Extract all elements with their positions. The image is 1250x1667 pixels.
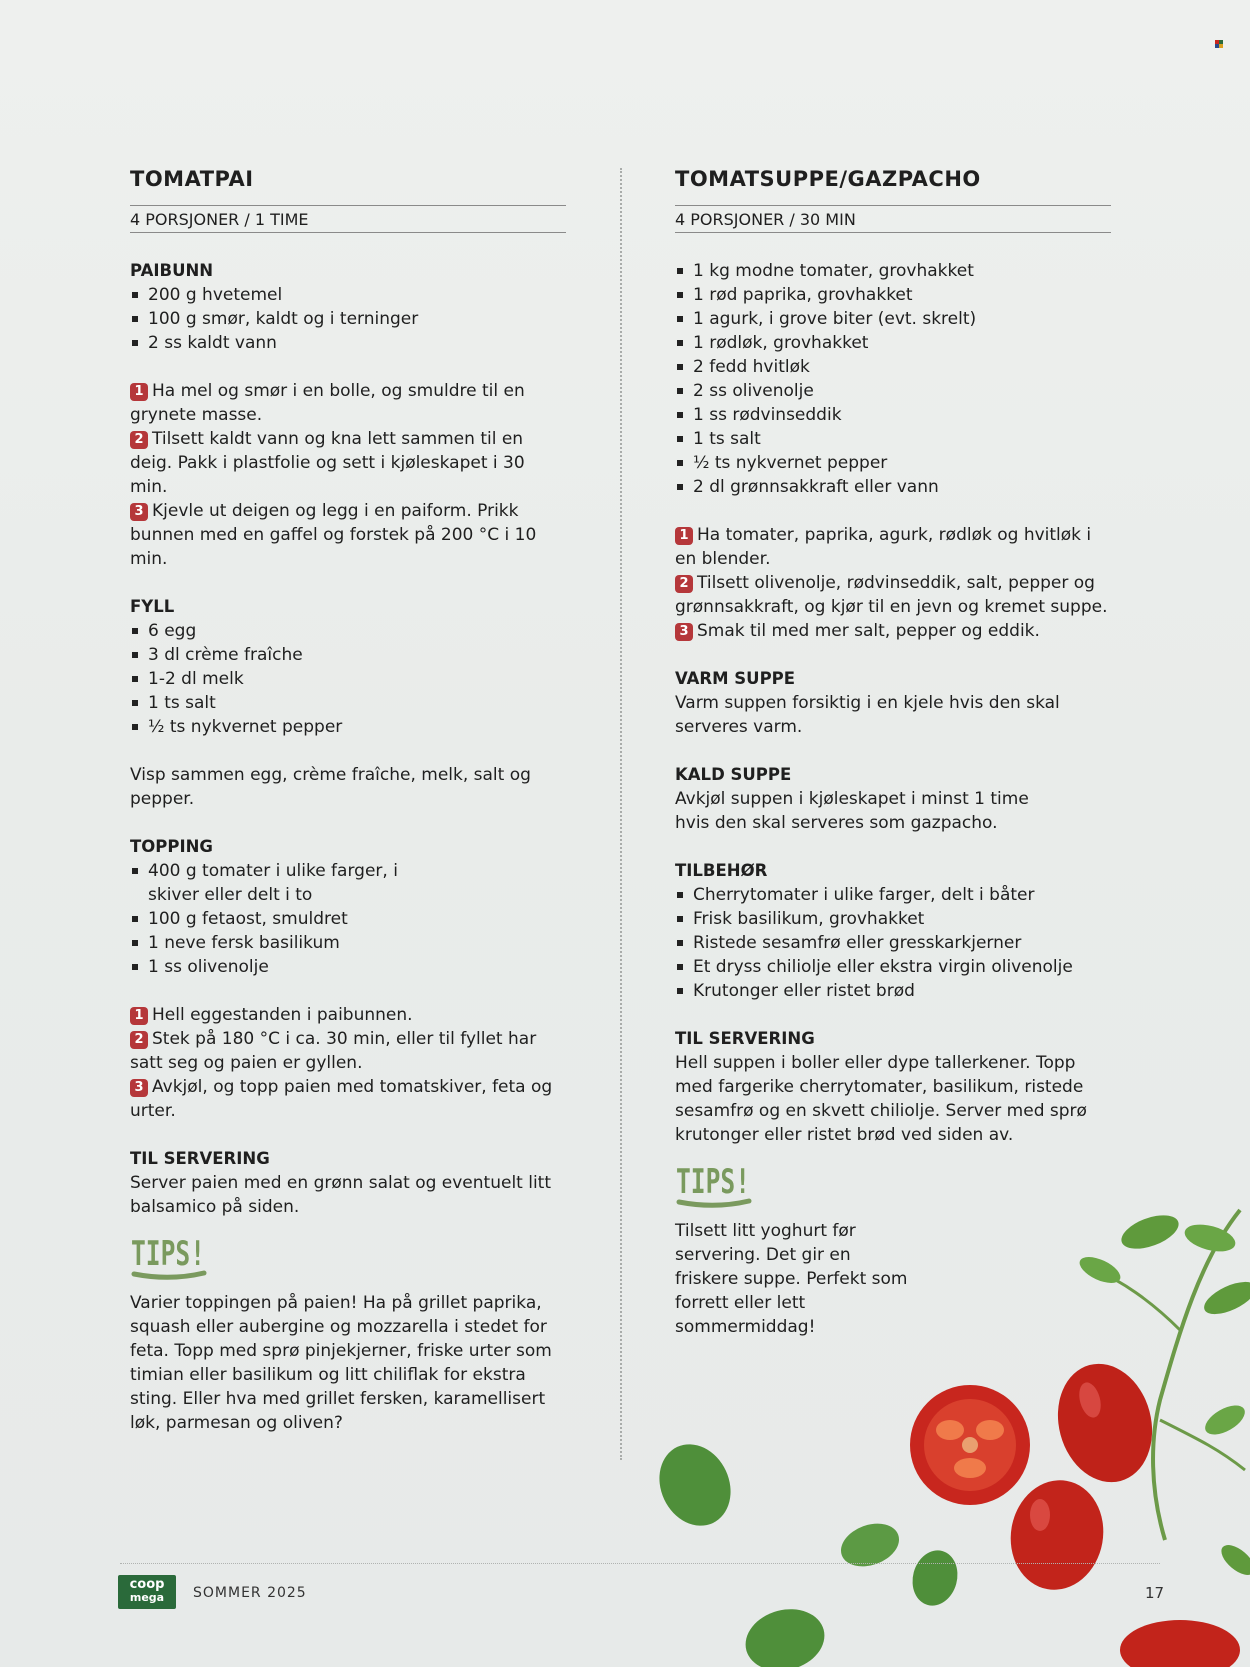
- ingredient-item: 100 g fetaost, smuldret: [130, 907, 566, 931]
- section-heading: VARM SUPPE: [675, 669, 796, 688]
- ingredient-item: 1 ts salt: [130, 691, 566, 715]
- step-number-badge: 2: [130, 1031, 148, 1049]
- ingredient-item: 1 ss rødvinseddik: [675, 403, 1111, 427]
- ingredient-item: 1 rød paprika, grovhakket: [675, 283, 1111, 307]
- step-number-badge: 3: [130, 503, 148, 521]
- ingredient-item: 400 g tomater i ulike farger, i skiver eller delt i to: [130, 859, 566, 907]
- logo-text-coop: coop: [129, 1577, 165, 1592]
- ingredient-item: 2 fedd hvitløk: [675, 355, 1111, 379]
- ingredient-item: 6 egg: [130, 619, 566, 643]
- recipe-title: TOMATPAI: [130, 167, 254, 191]
- ingredient-item: 1-2 dl melk: [130, 667, 566, 691]
- step-number-badge: 2: [675, 575, 693, 593]
- section-heading: TIL SERVERING: [130, 1149, 270, 1168]
- ingredient-item: 2 dl grønnsakkraft eller vann: [675, 475, 1111, 499]
- step-text: Ha tomater, paprika, agurk, rødløk og hvitløk i en blender.: [675, 525, 1092, 569]
- ingredient-item: 1 neve fersk basilikum: [130, 931, 566, 955]
- recipe-title: TOMATSUPPE/GAZPACHO: [675, 167, 981, 191]
- accessory-item: Ristede sesamfrø eller gresskarkjerner: [675, 931, 1111, 955]
- cold-soup-text: Avkjøl suppen i kjøleskapet i minst 1 time hvis den skal serveres som gazpacho.: [675, 789, 1029, 833]
- ingredient-list: [675, 259, 1111, 499]
- recipe-step: [130, 379, 566, 427]
- tips-text: Varier toppingen på paien! Ha på grillet paprika, squash eller aubergine og mozzarella i stedet for feta. Topp med sprø pinjekjerner, friske urter som timian eller basilikum og litt chiliflak for ekstra sting. Eller hva med grillet fersken, karamellisert løk, parmesan og oliven?: [130, 1293, 552, 1433]
- step-text: Smak til med mer salt, pepper og eddik.: [697, 621, 1040, 641]
- ingredient-item: 3 dl crème fraîche: [130, 643, 566, 667]
- ingredient-item: 200 g hvetemel: [130, 283, 566, 307]
- accessory-item: Frisk basilikum, grovhakket: [675, 907, 1111, 931]
- logo-text-mega: mega: [129, 1591, 165, 1604]
- recipe-step: [675, 523, 1111, 571]
- ingredient-item: 1 rødløk, grovhakket: [675, 331, 1111, 355]
- ingredient-item: 1 agurk, i grove biter (evt. skrelt): [675, 307, 1111, 331]
- section-heading: FYLL: [130, 597, 175, 616]
- column-divider: [620, 168, 622, 1460]
- ingredient-item: 1 ss olivenolje: [130, 955, 566, 979]
- issue-label: SOMMER 2025: [193, 1585, 307, 1601]
- ingredient-list: [130, 619, 566, 739]
- step-number-badge: 3: [130, 1079, 148, 1097]
- accessory-item: Cherrytomater i ulike farger, delt i båter: [675, 883, 1111, 907]
- step-text: Stek på 180 °C i ca. 30 min, eller til fyllet har satt seg og paien er gyllen.: [130, 1029, 537, 1073]
- footer-divider: [120, 1563, 1160, 1564]
- corner-flag-icon: [1215, 33, 1223, 41]
- section-heading: KALD SUPPE: [675, 765, 792, 784]
- recipe-step: [130, 499, 566, 571]
- step-text: Tilsett olivenolje, rødvinseddik, salt, pepper og grønnsakkraft, og kjør til en jevn og kremet suppe.: [675, 573, 1108, 617]
- section-heading: TILBEHØR: [675, 861, 768, 880]
- step-text: Avkjøl, og topp paien med tomatskiver, feta og urter.: [130, 1077, 553, 1121]
- page-number: 17: [1145, 1584, 1165, 1602]
- serving-text: Server paien med en grønn salat og eventuelt litt balsamico på siden.: [130, 1173, 552, 1217]
- ingredient-list: [130, 859, 566, 979]
- section-heading: PAIBUNN: [130, 261, 214, 280]
- tips-logo-icon: [130, 1229, 210, 1283]
- recipe-step: [130, 427, 566, 499]
- ingredient-item: ½ ts nykvernet pepper: [675, 451, 1111, 475]
- tips-text: Tilsett litt yoghurt før servering. Det gir en friskere suppe. Perfekt som forrett eller lett sommermiddag!: [675, 1221, 908, 1337]
- step-number-badge: 1: [130, 383, 148, 401]
- accessory-list: [675, 883, 1111, 1003]
- step-number-badge: 1: [130, 1007, 148, 1025]
- tips-label: TIPS!: [131, 1234, 205, 1274]
- recipe-step: [130, 1075, 566, 1123]
- recipe-meta: 4 PORSJONER / 30 MIN: [675, 205, 1111, 233]
- warm-soup-text: Varm suppen forsiktig i en kjele hvis den skal serveres varm.: [675, 693, 1060, 737]
- step-text: Hell eggestanden i paibunnen.: [152, 1005, 413, 1025]
- ingredient-item: 2 ss olivenolje: [675, 379, 1111, 403]
- ingredient-item: 2 ss kaldt vann: [130, 331, 566, 355]
- step-number-badge: 3: [675, 623, 693, 641]
- accessory-item: Krutonger eller ristet brød: [675, 979, 1111, 1003]
- recipe-step: [130, 1027, 566, 1075]
- tips-label: TIPS!: [676, 1162, 750, 1202]
- accessory-item: Et dryss chiliolje eller ekstra virgin olivenolje: [675, 955, 1111, 979]
- step-text: Ha mel og smør i en bolle, og smuldre til en grynete masse.: [130, 381, 525, 425]
- step-text: Kjevle ut deigen og legg i en paiform. Prikk bunnen med en gaffel og forstek på 200 °C i 10 min.: [130, 501, 537, 569]
- recipe-step: [675, 571, 1111, 619]
- section-heading: TIL SERVERING: [675, 1029, 815, 1048]
- recipe-meta: 4 PORSJONER / 1 TIME: [130, 205, 566, 233]
- ingredient-list: [130, 283, 566, 355]
- recipe-step: [130, 1003, 566, 1027]
- coop-mega-logo: [118, 1575, 176, 1609]
- serving-text: Hell suppen i boller eller dype tallerkener. Topp med fargerike cherrytomater, basilikum, ristede sesamfrø og en skvett chiliolje. Server med sprø krutonger eller ristet brød ved siden av.: [675, 1053, 1087, 1145]
- step-number-badge: 1: [675, 527, 693, 545]
- tips-logo-icon: [675, 1157, 755, 1211]
- instruction-text: Visp sammen egg, crème fraîche, melk, salt og pepper.: [130, 765, 531, 809]
- ingredient-item: 1 ts salt: [675, 427, 1111, 451]
- tomatsuppe-recipe: [675, 165, 1111, 1339]
- ingredient-item: 1 kg modne tomater, grovhakket: [675, 259, 1111, 283]
- recipe-step: [675, 619, 1111, 643]
- ingredient-item: ½ ts nykvernet pepper: [130, 715, 566, 739]
- step-text: Tilsett kaldt vann og kna lett sammen til en deig. Pakk i plastfolie og sett i kjøleskapet i 30 min.: [130, 429, 525, 497]
- ingredient-item: 100 g smør, kaldt og i terninger: [130, 307, 566, 331]
- tomatpai-recipe: [130, 165, 566, 1435]
- step-number-badge: 2: [130, 431, 148, 449]
- section-heading: TOPPING: [130, 837, 213, 856]
